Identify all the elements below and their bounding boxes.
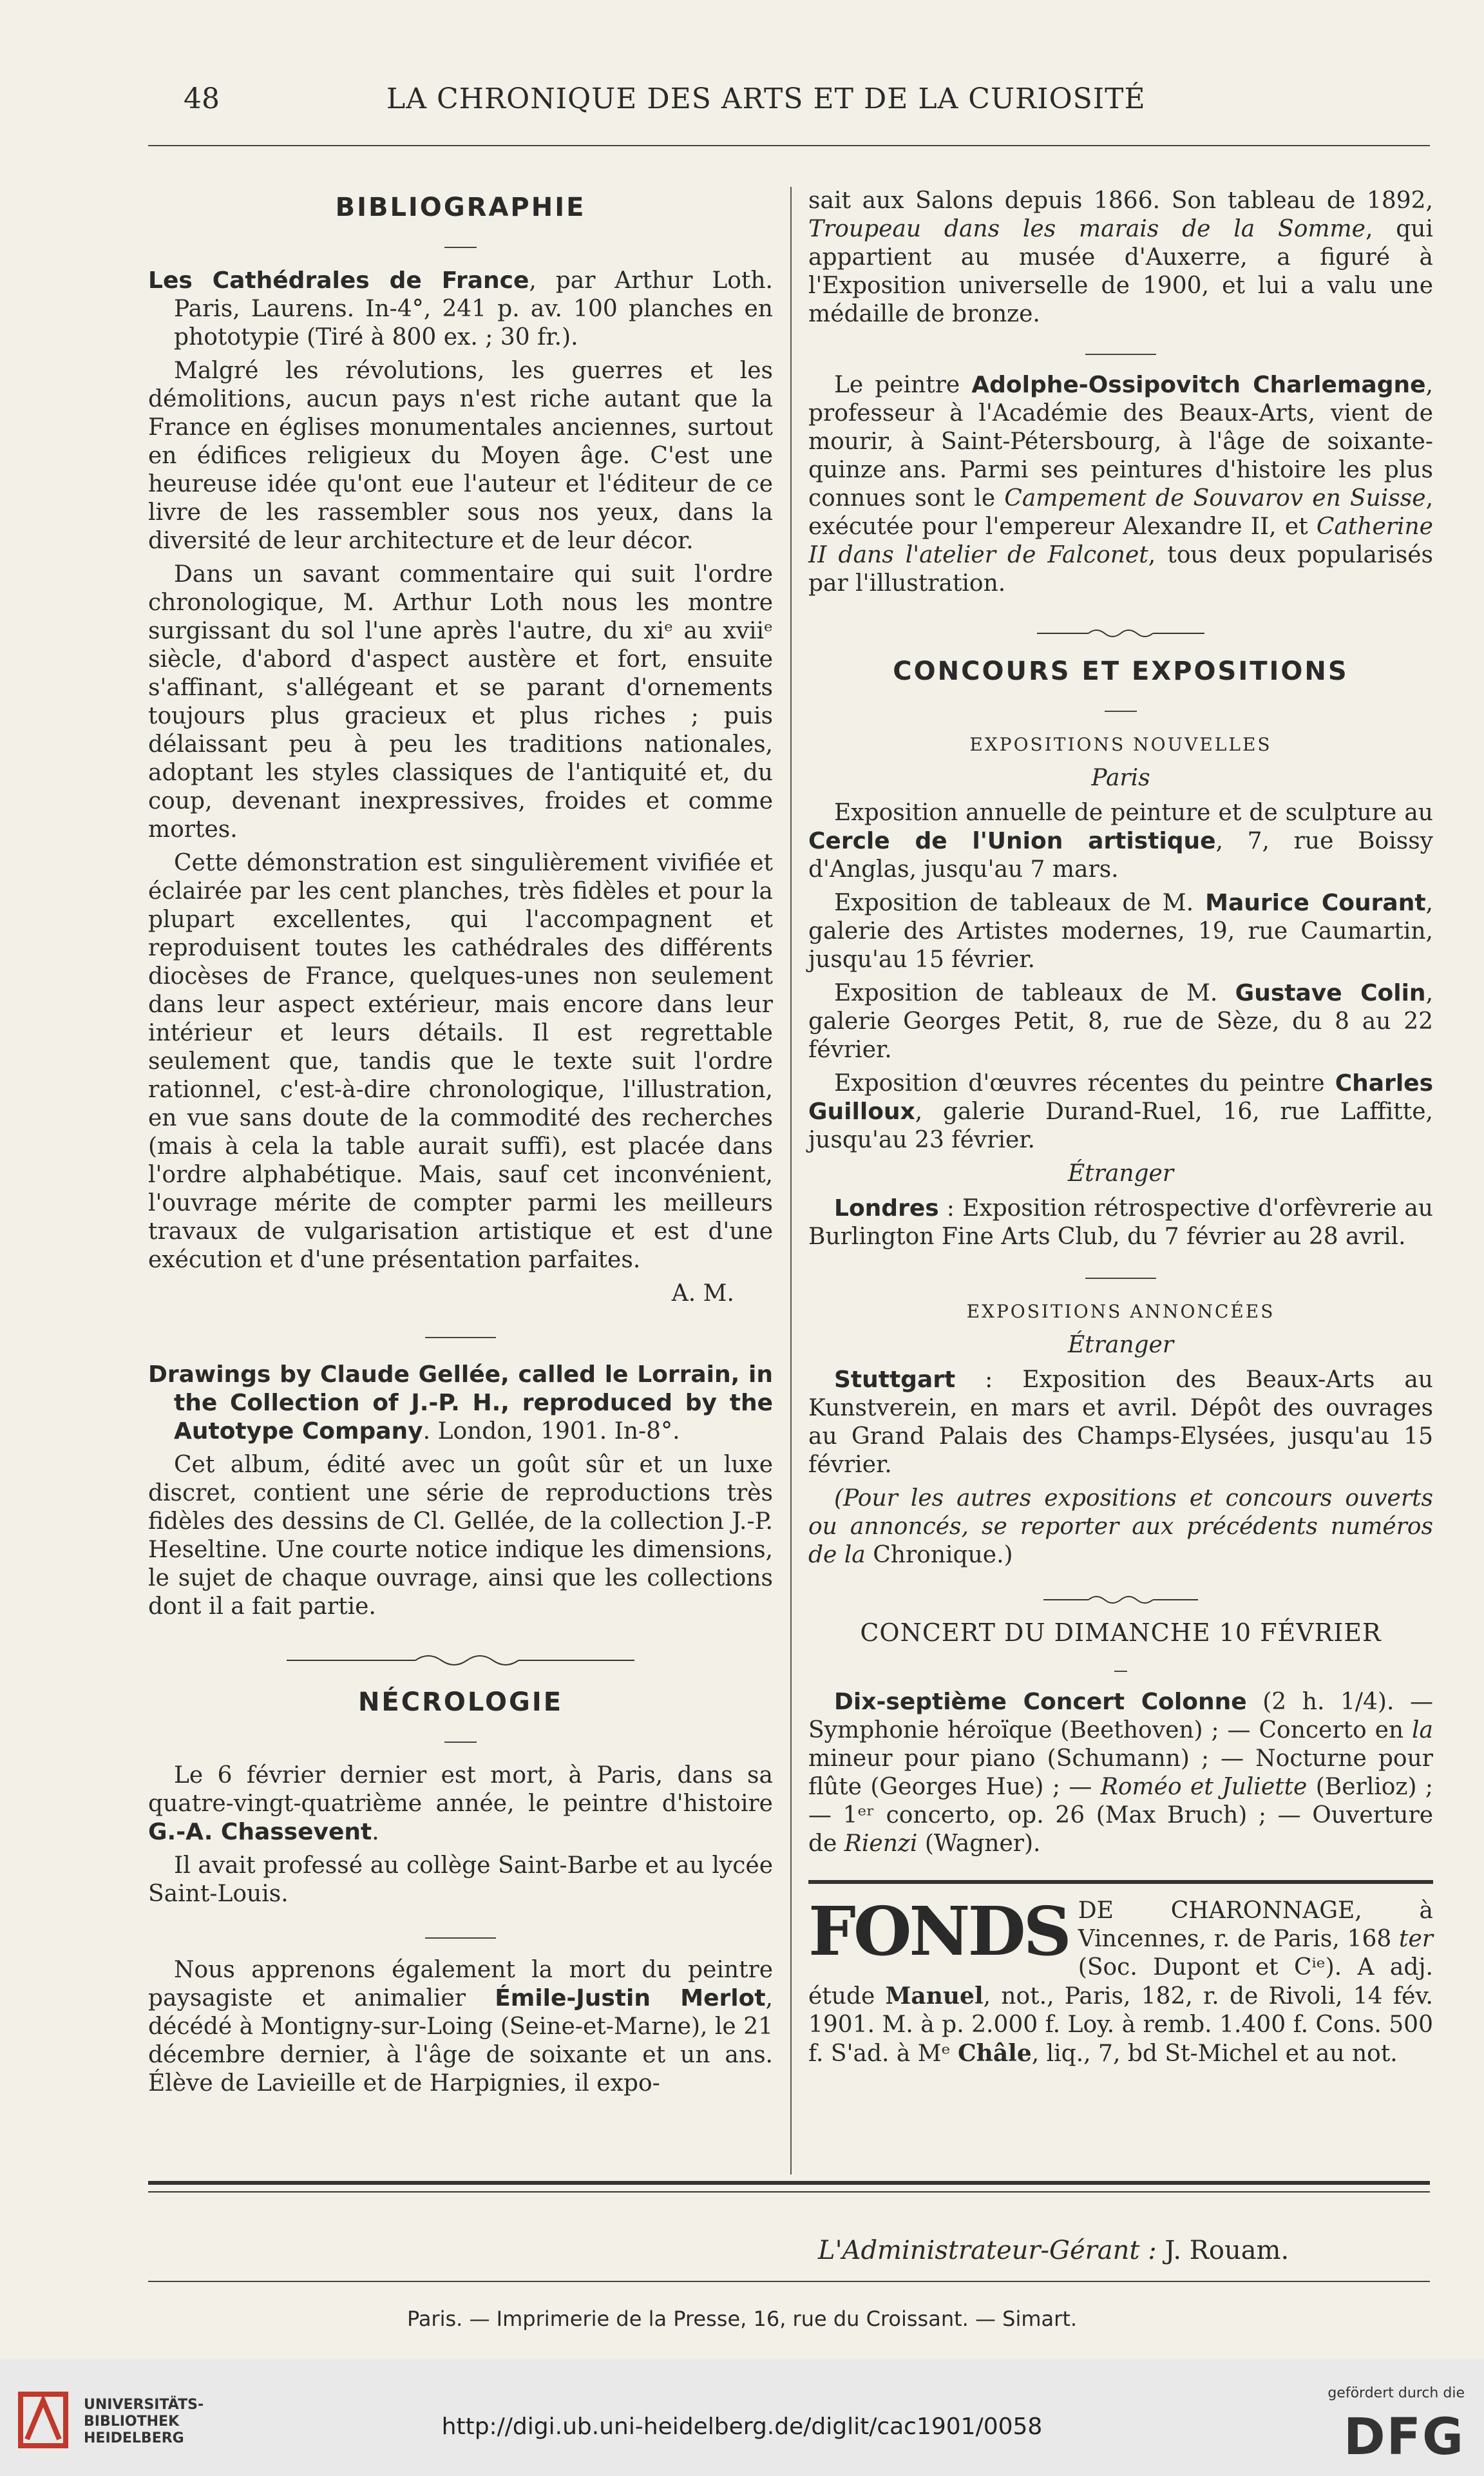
column-divider <box>790 187 792 2174</box>
ad-headline: FONDS <box>808 1892 1069 1971</box>
divider <box>148 1917 773 1946</box>
ornament-divider <box>808 1586 1433 1602</box>
paragraph: Dans un savant commentaire qui suit l'ordre chronologique, M. Arthur Loth nous les montre surgissant du sol l'une après l'autre, du xiᵉ au xviiᵉ siècle, d'abord d'aspect austère et fort, ensuite s'affinant, s'allégeant et se parant d'ornements toujours plus gracieux et plus riches ; puis délaissant peu à peu les traditions nationales, adoptant les styles classiques de l'antiquité et, du coup, devenant inexpressives, froides et comme mortes. <box>148 561 773 843</box>
divider <box>808 1651 1433 1679</box>
ad-text: DE CHARONNAGE, à Vincennes, r. de Paris, 168 ter (Soc. Dupont et Cⁱᵉ). A adj. étude Manuel, not., Paris, 182, r. de Rivoli, 14 fév. 1901. M. à p. 2.000 f. Loy. à remb. 1.400 f. Cons. 500 f. S'ad. à Mᵉ Châle, liq., 7, bd St-Michel et au not. <box>808 1897 1433 2067</box>
location-heading: Étranger <box>1067 1332 1174 1358</box>
paragraph: Il avait professé au collège Saint-Barbe et au lycée Saint-Louis. <box>148 1852 773 1907</box>
page-header <box>155 82 1417 134</box>
digitization-footer <box>0 2359 1484 2476</box>
book-title: Drawings by Claude Gellée, called le Lorrain, in the Collection of J.-P. H., reproduced by the Autotype Company <box>148 1361 773 1444</box>
exhibition-item: Exposition de tableaux de M. Maurice Courant, galerie des Artistes modernes, 19, rue Caumartin, jusqu'au 15 février. <box>808 890 1433 973</box>
subsection-title: EXPOSITIONS ANNONCÉES <box>966 1301 1275 1322</box>
exhibition-item: Exposition de tableaux de M. Gustave Colin, galerie Georges Petit, 8, rue de Sèze, du 8 au 22 février. <box>808 980 1434 1063</box>
section-title-concours: CONCOURS ET EXPOSITIONS <box>893 657 1349 686</box>
obituary-1: Le 6 février dernier est mort, à Paris, dans sa quatre-vingt-quatrième année, le peintre d'histoire G.-A. Chassevent. <box>148 1762 773 1845</box>
person-name: Émile-Justin Merlot <box>495 1985 766 2011</box>
ornament-divider <box>808 620 1433 635</box>
obituary-3: Le peintre Adolphe-Ossipovitch Charlemagne, professeur à l'Académie des Beaux-Arts, vient de mourir, à Saint-Pétersbourg, à l'âge de soixante-quinze ans. Parmi ses peintures d'histoire les plus connues sont le Campement de Souvarov en Suisse, exécutée pour l'empereur Alexandre II, et Catherine II dans l'atelier de Falconet, tous deux popularisés par l'illustration. <box>808 372 1434 597</box>
exhibition-item: Londres : Exposition rétrospective d'orfèvrerie au Burlington Fine Arts Club, du 7 février au 28 avril. <box>808 1195 1433 1250</box>
administrator-name: J. Rouam. <box>1165 2236 1289 2265</box>
divider <box>808 691 1433 719</box>
divider <box>148 1317 773 1345</box>
paragraph: Malgré les révolutions, les guerres et les démolitions, aucun pays n'est riche autant que la France en églises monumentales anciennes, surtout en édifices religieux du Moyen âge. C'est une heureuse idée qu'ont eue l'auteur et l'éditeur de ce livre de les rassembler sous nos yeux, dans la diversité de leur architecture et de leur décor. <box>148 358 773 554</box>
divider <box>148 227 773 255</box>
section-title-bibliographie: BIBLIOGRAPHIE <box>335 193 586 222</box>
journal-title: LA CHRONIQUE DES ARTS ET DE LA CURIOSITÉ <box>386 82 1146 115</box>
source-url-link[interactable]: http://digi.ub.uni-heidelberg.de/diglit/cac1901/0058 <box>441 2414 1043 2440</box>
dfg-logo: DFG <box>1343 2408 1465 2466</box>
signature: A. M. <box>671 1280 734 1307</box>
left-column <box>148 187 773 2103</box>
biblio-entry-2 <box>148 1361 773 1446</box>
person-name: G.-A. Chassevent <box>148 1819 372 1845</box>
divider <box>808 1258 1433 1286</box>
concert-program: Dix-septième Concert Colonne (2 h. 1/4). — Symphonie héroïque (Beethoven) ; — Concerto en la mineur pour piano (Schumann) ; — Nocturne pour flûte (Georges Hue) ; — Roméo et Juliette (Berlioz) ; — 1ᵉʳ concerto, op. 26 (Max Bruch) ; — Ouverture de Rienzi (Wagner). <box>808 1689 1434 1857</box>
book-details: , par Arthur Loth. Paris, Laurens. In-4°, 241 p. av. 100 planches en phototypie (Tiré à 800 ex. ; 30 fr.). <box>174 267 773 350</box>
footer-rule <box>148 2281 1430 2282</box>
note: (Pour les autres expositions et concours ouverts ou annoncés, se reporter aux précédents numéros de la Chronique.) <box>808 1485 1433 1568</box>
bottom-rule <box>148 2181 1430 2193</box>
obituary-2: Nous apprenons également la mort du peintre paysagiste et animalier Émile-Justin Merlot, décédé à Montigny-sur-Loing (Seine-et-Marne), le 21 décembre dernier, à l'âge de soixante et un ans. Élève de Lavieille et de Harpignies, il expo- <box>148 1957 773 2097</box>
right-column <box>808 187 1433 2068</box>
location-heading: Étranger <box>1067 1160 1174 1187</box>
printer-line: Paris. — Imprimerie de la Presse, 16, rue du Croissant. — Simart. <box>406 2307 1078 2331</box>
exhibition-item: Stuttgart : Exposition des Beaux-Arts au Kunstverein, en mars et avril. Dépôt des ouvrages au Grand Palais des Champs-Elysées, jusqu'au 15 février. <box>808 1367 1433 1478</box>
location-heading: Paris <box>1091 765 1150 791</box>
concert-title: CONCERT DU DIMANCHE 10 FÉVRIER <box>860 1618 1382 1647</box>
ornament-divider <box>148 1647 773 1662</box>
administrator-line: L'Administrateur-Gérant : J. Rouam. <box>818 2236 1289 2265</box>
subsection-title: EXPOSITIONS NOUVELLES <box>969 734 1272 755</box>
obituary-continuation: sait aux Salons depuis 1866. Son tableau de 1892, Troupeau dans les marais de la Somme, qui appartient au musée d'Auxerre, a figuré à l'Exposition universelle de 1900, et lui a valu une médaille de bronze. <box>808 187 1433 327</box>
library-name: UNIVERSITÄTS- BIBLIOTHEK HEIDELBERG <box>84 2397 204 2446</box>
person-name: Adolphe-Ossipovitch Charlemagne <box>971 372 1426 398</box>
paragraph: Cette démonstration est singulièrement vivifiée et éclairée par les cent planches, très fidèles et pour la plupart excellentes, qui l'accompagnent et reproduisent toutes les cathédrales des différents diocèses de France, quelques-unes non seulement dans leur aspect extérieur, mais encore dans leur intérieur et leurs détails. Il est regrettable seulement que, tandis que le texte suit l'ordre rationnel, c'est-à-dire chronologique, l'illustration, en vue sans doute de la commodité des recherches (mais à cela la table aurait suffi), est placée dans l'ordre alphabétique. Mais, sauf cet inconvénient, l'ouvrage mérite de compter parmi les meilleurs travaux de vulgarisation artistique et est d'une exécution et d'une présentation parfaites. <box>148 850 773 1273</box>
exhibition-item: Exposition d'œuvres récentes du peintre Charles Guilloux, galerie Durand-Ruel, 16, rue Laffitte, jusqu'au 23 février. <box>808 1070 1433 1153</box>
biblio-entry-1 <box>148 267 773 352</box>
header-rule <box>148 145 1430 146</box>
exhibition-item: Exposition annuelle de peinture et de sculpture au Cercle de l'Union artistique, 7, rue Boissy d'Anglas, jusqu'au 7 mars. <box>808 800 1434 883</box>
book-title: Les Cathédrales de France <box>148 267 529 294</box>
book-details: . London, 1901. In-8°. <box>423 1418 680 1444</box>
divider <box>148 1722 773 1750</box>
advertisement-fonds <box>808 1880 1433 2068</box>
page-number: 48 <box>184 82 220 115</box>
section-title-necrologie: NÉCROLOGIE <box>357 1687 564 1717</box>
funding-label: gefördert durch die <box>1327 2385 1465 2401</box>
paragraph: Cet album, édité avec un goût sûr et un luxe discret, contient une série de reproductions très fidèles des dessins de Cl. Gellée, de la collection J.-P. Heseltine. Une courte notice indique les dimensions, le sujet de chaque ouvrage, ainsi que les collections dont il a fait partie. <box>148 1452 773 1620</box>
divider <box>808 334 1433 362</box>
